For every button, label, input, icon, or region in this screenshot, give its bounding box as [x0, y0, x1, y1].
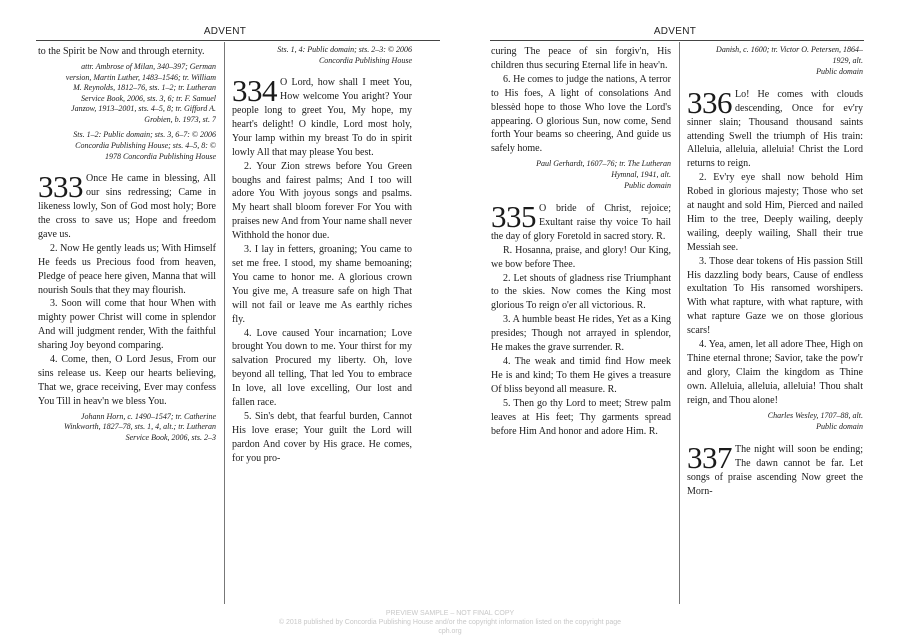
stanza: 4. The weak and timid find How meek He is and kind; To them He gives a treasure Of bliss beyond all measure. R. [491, 356, 671, 395]
stanza: 4. Yea, amen, let all adore Thee, High on Thine eternal throne; Savior, take the pow'r and glory, Claim the kingdom as Thine own. Alleluia, alleluia, alleluia! Thou shalt reign, and Thou alone! [687, 339, 863, 406]
hymn-number: 334 [232, 73, 277, 109]
copyright-note: Public domain [816, 422, 863, 432]
stanza: 3. I lay in fetters, groaning; You came to set me free. I stood, my shame bemoaning; You came to honor me. A glorious crown You give me, A treasure safe on high That will not fail or leave me As earthly riches fly. [232, 244, 412, 325]
running-head-right: ADVENT [653, 26, 697, 37]
stanza: 2. Let shouts of gladness rise Triumphant to the skies. Now comes the King most glorious To reign o'er all victorious. R. [491, 272, 671, 312]
hymn-number: 333 [38, 169, 83, 205]
column-right-1 [491, 45, 671, 606]
stanza: 2. Ev'ry eye shall now behold Him Robed in glorious majesty; Those who set at naught and sold Him, Pierced and nailed Him to the tree, Deeply wailing, deeply wailing, deeply wailing, Shall their true Messiah see. [687, 172, 863, 253]
stanza: 3. A humble beast He rides, Yet as a King presides; Though not arrayed in splendor, He makes the grave surrender. R. [491, 314, 671, 354]
stanza: 5. Sin's debt, that fearful burden, Cannot His love erase; Your guilt the Lord will pardon And cover by His grace. He comes, for you pro- [232, 410, 412, 464]
verse-continuation: curing The peace of sin forgiv'n, His children thus securing Eternal life in heav'n. [491, 46, 671, 71]
column-left-1 [38, 45, 216, 606]
hymn-first-stanza: Once He came in blessing, All our sins redressing; Came in likeness lowly, Son of God most holy; Bore the cross to save us; Hope and freedom gave us. [38, 173, 216, 240]
column-divider [224, 42, 225, 604]
hymn-337 [687, 439, 863, 499]
running-head-left: ADVENT [203, 26, 247, 37]
hymn-333 [38, 169, 216, 242]
stanza: 3. Those dear tokens of His passion Still His dazzling body bears, Cause of endless exultation To His ransomed worshipers. With what rapture, with what rapture, with what rapture Gaze we on those glorious scars! [687, 255, 863, 337]
stanza: 6. He comes to judge the nations, A terror to His foes, A light of consolations And blessèd hope to those Who love the Lord's appearing. O glorious Sun, now come, Send forth Your beams so cheering, And guide us safely home. [491, 73, 671, 155]
stanza: 2. Your Zion strews before You Green boughs and fairest palms; And I too will adore You With joyous songs and psalms. My heart shall bloom forever For You with praises new And from Your name shall never Withhold the honor due. [232, 160, 412, 242]
stanza: 2. Now He gently leads us; With Himself He feeds us Precious food from heaven, Pledge of peace here given, Manna that will nourish Souls that they may flourish. [38, 242, 216, 296]
hymn-336 [687, 84, 863, 171]
hymn-attribution: attr. Ambrose of Milan, 340–397; German version, Martin Luther, 1483–1546; tr. William M. Reynolds, 1812–76, sts. 1–2; tr. Lutheran Service Book, 2006, sts. 3, 6; tr. F. Samuel Janzow, 1913–2001, sts. 4–5, 8; tr. Gifford A. Grobien, b. 1973, st. 7 [65, 61, 216, 124]
stanza: 5. Then go thy Lord to meet; Strew palm leaves at His feet; Thy garments spread before Him And honor and adore Him. R. [491, 397, 671, 437]
copyright-note: Sts. 1–2: Public domain; sts. 3, 6–7: © 2006 Concordia Publishing House; sts. 4–5, 8: © 1978 Concordia Publishing House [73, 130, 216, 161]
hymn-attribution: Johann Horn, c. 1490–1547; tr. Catherine Winkworth, 1827–78, sts. 1, 4, alt.; tr. Lutheran Service Book, 2006, sts. 2–3 [63, 411, 216, 442]
preview-watermark: PREVIEW SAMPLE – NOT FINAL COPY [385, 610, 515, 617]
hymn-first-stanza: Lo! He comes with clouds descending, Once for ev'ry sinner slain; Thousand thousand saints attending Swell the triumph of His train: Alleluia, alleluia, alleluia! Christ the Lord returns to reign. [687, 88, 863, 170]
hymn-first-stanza: The night will soon be ending; The dawn cannot be far. Let songs of praise ascending Now greet the Morn- [687, 443, 863, 497]
website-footer: cph.org [438, 628, 462, 635]
hymn-number: 335 [491, 199, 536, 235]
refrain: R. Hosanna, praise, and glory! Our King, we bow before Thee. [491, 244, 671, 270]
column-right-2 [687, 45, 863, 606]
hymn-335 [491, 199, 671, 244]
hymn-first-stanza: O bride of Christ, rejoice; Exultant raise thy voice To hail the day of glory Foretold in sacred story. R. [491, 203, 671, 242]
stanza: 4. Love caused Your incarnation; Love brought You down to me. Your thirst for my salvation Procured my liberty. Oh, love beyond all telling, That led You to embrace In love, all love excelling, Our lost and fallen race. [232, 327, 412, 409]
hymn-attribution: Paul Gerhardt, 1607–76; tr. The Lutheran Hymnal, 1941, alt. [536, 159, 671, 179]
hymn-334 [232, 73, 412, 159]
header-rule [490, 40, 864, 41]
right-page [450, 0, 900, 612]
verse-continuation: to the Spirit be Now and through eternity. [38, 46, 205, 57]
hymn-number: 336 [687, 84, 732, 120]
left-page [0, 0, 450, 612]
column-divider [679, 42, 680, 604]
hymn-number: 337 [687, 439, 732, 475]
copyright-note: Sts. 1, 4: Public domain; sts. 2–3: © 2006 Concordia Publishing House [277, 45, 412, 65]
hymn-first-stanza: O Lord, how shall I meet You, How welcome You aright? Your people long to greet You, My hope, my heart's delight! O kindle, Lord most holy, Your lamp within my breast To do in spirit lowly All that may please You best. [232, 77, 412, 158]
copyright-footer: © 2018 published by Concordia Publishing House and/or the copyright information listed on the copyright page [278, 619, 622, 626]
hymn-attribution: Danish, c. 1600; tr. Victor O. Petersen, 1864–1929, alt. [716, 45, 863, 65]
column-left-2 [232, 45, 412, 606]
stanza: 4. Come, then, O Lord Jesus, From our sins release us. Keep our hearts believing, That we, grace receiving, Ever may confess You Till in heav'n we bless You. [38, 354, 216, 407]
hymn-attribution: Charles Wesley, 1707–88, alt. [767, 410, 863, 420]
header-rule [36, 40, 440, 41]
stanza: 3. Soon will come that hour When with mighty power Christ will come in splendor And will judgment render, With the faithful sharing Joy beyond comparing. [38, 298, 216, 352]
copyright-note: Public domain [624, 181, 671, 191]
copyright-note: Public domain [816, 67, 863, 77]
